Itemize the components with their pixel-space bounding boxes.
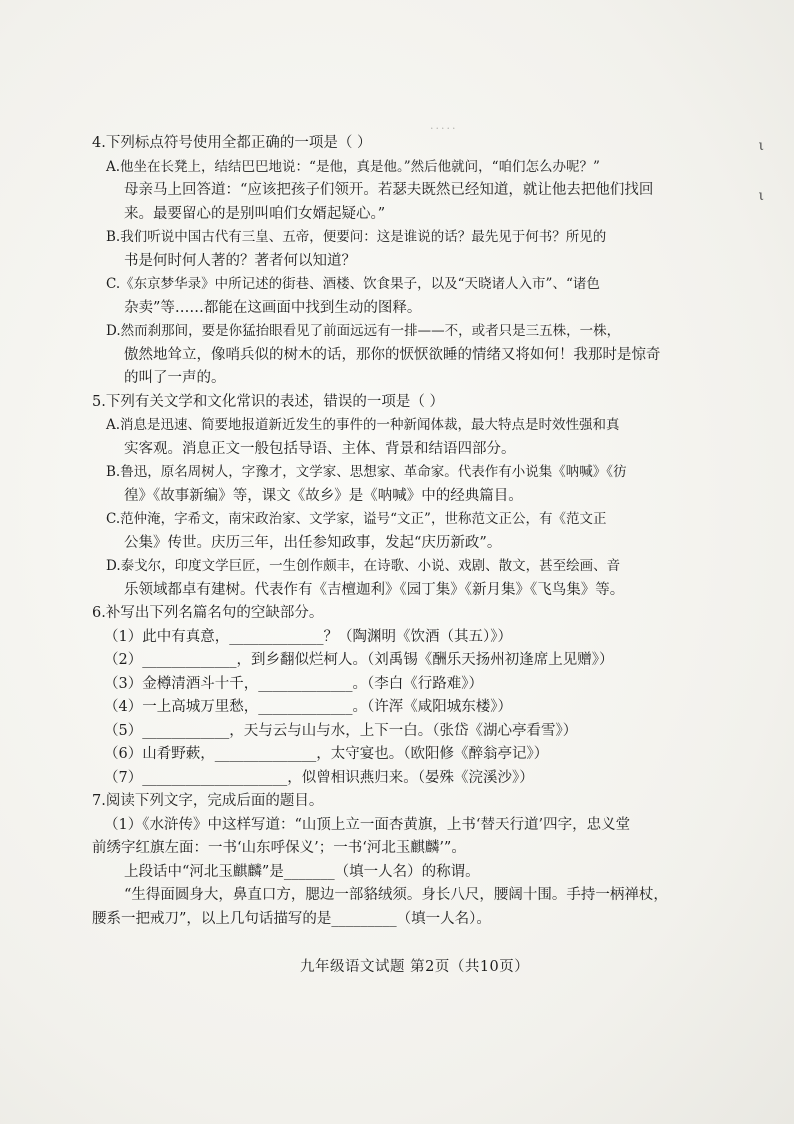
question-7-sub-question: 上段话中“河北玉麒麟”是_______（填一人名）的称谓。 <box>124 863 480 880</box>
question-5-option-c: C.范仲淹，字希文，南宋政治家、文学家，谥号“文正”，世称范文正公，有《范文正 <box>106 511 607 527</box>
question-content <box>92 132 692 931</box>
question-4-option-d-cont: 傲然地耸立，像哨兵似的树木的话，那你的恹恹欲睡的情绪又将如何！我那时是惊奇 <box>124 346 661 363</box>
question-6-item-4: （4）一上高城万里愁，_____________。（许浑《咸阳城东楼》） <box>104 699 512 715</box>
bleed-through-text: ····· <box>430 122 458 135</box>
question-5-option-c-cont: 公集》传世。庆历三年，出任参知政事，发起“庆历新政”。 <box>124 534 502 551</box>
question-4-option-a-cont: 来。最要留心的是别叫咱们女婿起疑心。” <box>124 205 386 222</box>
question-4-stem: 4.下列标点符号使用全都正确的一项是（ ） <box>92 135 372 151</box>
question-6-item-5: （5）____________，天与云与山与水，上下一白。（张岱《湖心亭看雪》） <box>104 722 578 739</box>
question-6-item-7: （7）____________________，似曾相识燕归来。（晏殊《浣溪沙》） <box>104 769 534 786</box>
question-4-option-d: D.然而刹那间，要是你猛抬眼看见了前面远远有一排——不，或者只是三五株，一株， <box>106 323 621 339</box>
edge-mark: ι <box>758 138 764 154</box>
question-5-option-a: A.消息是迅速、简要地报道新近发生的事件的一种新闻体裁，最大特点是时效性强和真 <box>106 417 620 433</box>
question-6-item-3: （3）金樽清酒斗十千，_____________。（李白《行路难》） <box>104 675 483 692</box>
question-4-option-d-cont: 的叫了一声的。 <box>124 370 226 386</box>
question-4-option-a-cont: 母亲马上回答道：“应该把孩子们领开。若瑟夫既然已经知道，就让他去把他们找回 <box>124 182 654 198</box>
question-4-option-c-cont: 杂卖”等……都能在这画面中找到生动的图释。 <box>124 299 422 316</box>
question-4-option-c: C.《东京梦华录》中所记述的街巷、酒楼、饮食果子，以及“天晓诸人入市”、“诸色 <box>106 276 600 292</box>
question-7-passage: （1）《水浒传》中这样写道：“山顶上立一面杏黄旗，上书‘替天行道’四字，忠义堂 <box>104 816 631 833</box>
question-4-option-a: A.他坐在长凳上，结结巴巴地说：“是他，真是他。”然后他就问，“咱们怎么办呢？” <box>106 158 600 175</box>
edge-mark: ι <box>758 188 764 204</box>
page-footer: 九年级语文试题 第2页（共10页） <box>300 959 530 975</box>
question-6-stem: 6.补写出下列名篇名句的空缺部分。 <box>92 605 324 621</box>
question-5-option-b: B.鲁迅，原名周树人，字豫才，文学家、思想家、革命家。代表作有小说集《呐喊》《彷 <box>106 464 627 480</box>
question-4-option-b-cont: 书是何时何人著的？著者何以知道？ <box>124 252 356 269</box>
question-6-item-1: （1）此中有真意，_____________？（陶渊明《饮酒（其五）》） <box>104 628 512 645</box>
question-5-option-d: D.泰戈尔，印度文学巨匠，一生创作颇丰，在诗歌、小说、戏剧、散文，甚至绘画、音 <box>106 558 621 574</box>
question-5-option-a-cont: 实客观。消息正文一般包括导语、主体、背景和结语四部分。 <box>124 440 516 457</box>
question-6-item-2: （2）_____________，到乡翻似烂柯人。（刘禹锡《酬乐天扬州初逢席上见赠》） <box>104 652 614 668</box>
question-7-passage-cont: 前绣字红旗左面：一书‘山东呼保义’；一书‘河北玉麒麟’”。 <box>92 840 466 856</box>
question-4-option-b: B.我们听说中国古代有三皇、五帝，便要问：这是谁说的话？最先见于何书？所见的 <box>106 229 607 245</box>
question-7-quote-cont: 腰系一把戒刀”，以上几句话描写的是_________（填一人名）。 <box>92 910 491 927</box>
question-5-option-b-cont: 徨》《故事新编》等，课文《故乡》是《呐喊》中的经典篇目。 <box>124 487 523 504</box>
question-7-stem: 7.阅读下列文字，完成后面的题目。 <box>92 793 324 809</box>
question-7-quote: “生得面圆身大，鼻直口方，腮边一部貉绒须。身长八尺，腰阔十围。手持一柄禅杖， <box>124 887 668 903</box>
question-6-item-6: （6）山肴野蔌，______________，太守宴也。（欧阳修《醉翁亭记》） <box>104 746 549 762</box>
question-5-option-d-cont: 乐领域都卓有建树。代表作有《吉檀迦利》《园丁集》《新月集》《飞鸟集》等。 <box>124 581 625 598</box>
question-5-stem: 5.下列有关文学和文化常识的表述，错误的一项是（ ） <box>92 393 444 410</box>
